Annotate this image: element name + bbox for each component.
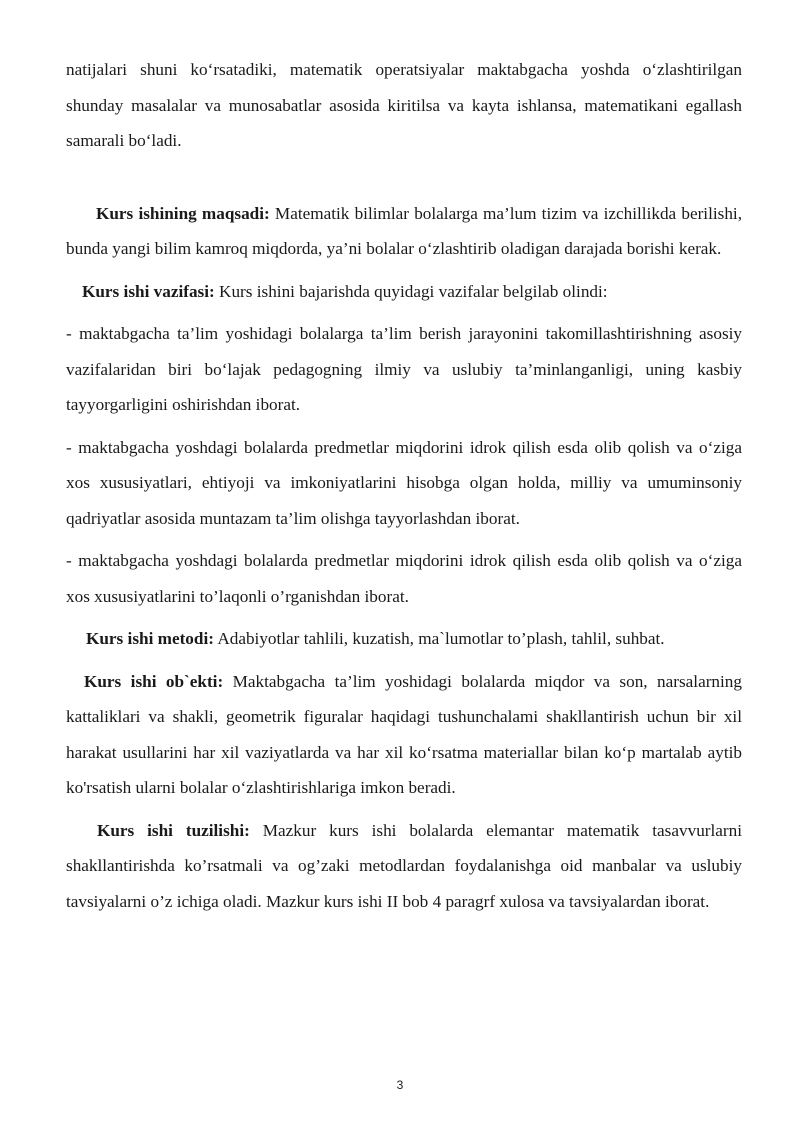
object-heading: Kurs ishi ob`ekti:: [84, 671, 224, 691]
structure-text: Mazkur kurs ishi bolalarda elemantar matematik tasavvurlarni shakllantirishda ko’rsatmali va og’zaki metodlardan foydalanishga oid manbalar va uslubiy tavsiyalarni o’z ichiga oladi. Mazkur kurs ishi II bob 4 paragrf xulosa va tavsiyalardan iborat.: [66, 820, 743, 911]
method-paragraph: [66, 621, 742, 657]
task-item-1: - maktabgacha ta’lim yoshidagi bolalarga ta’lim berish jarayonini takomillashtirishning asosiy vazifalaridan biri bo‘lajak pedagogning ilmiy va uslubiy ta’minlanganligi, uning kasbiy tayyorgarligini oshirishdan iborat.: [66, 324, 742, 414]
method-heading: Kurs ishi metodi:: [86, 629, 214, 648]
page-body: [66, 52, 742, 919]
structure-paragraph: [66, 813, 742, 920]
tasks-heading: Kurs ishi vazifasi:: [82, 281, 215, 301]
object-paragraph: [66, 664, 742, 806]
page-number: 3: [396, 1078, 404, 1092]
method-text: Adabiyotlar tahlili, kuzatish, ma`lumotlar to’plash, tahlil, suhbat.: [213, 629, 665, 648]
structure-heading: Kurs ishi tuzilishi:: [97, 820, 250, 840]
object-text: Maktabgacha ta’lim yoshidagi bolalarda miqdor va son, narsalarning kattaliklari va shakli, geometrik figuralar haqidagi tushunchalami shakllantirish uchun bir xil harakat usullarini har xil vaziyatlarda va har xil ko‘rsatma materiallar bilan ko‘p martalab aytib ko'rsatish ularni bolalar o‘zlashtirishlariga imkon beradi.: [66, 671, 742, 797]
goal-heading: Kurs ishining maqsadi:: [96, 203, 270, 223]
tasks-text: Kurs ishini bajarishda quyidagi vazifalar belgilab olindi:: [214, 281, 608, 301]
tasks-paragraph: [66, 274, 742, 310]
intro-paragraph: natijalari shuni ko‘rsatadiki, matematik operatsiyalar maktabgacha yoshda o‘zlashtirilgan shunday masalalar va munosabatlar asosida kiritilsa va kayta ishlansa, matematikani egallash samarali bo‘ladi.: [66, 60, 742, 150]
task-item-3: - maktabgacha yoshdagi bolalarda predmetlar miqdorini idrok qilish esda olib qolish va o‘ziga xos xususiyatlarini to’laqonli o’rganishdan iborat.: [66, 551, 742, 606]
task-item-2: - maktabgacha yoshdagi bolalarda predmetlar miqdorini idrok qilish esda olib qolish va o‘ziga xos xususiyatlari, ehtiyoji va imkoniyatlarini hisobga olgan holda, milliy va umuminsoniy qadriyatlar asosida muntazam ta’lim olishga tayyorlashdan iborat.: [66, 437, 742, 528]
goal-paragraph: [66, 196, 742, 267]
goal-text: Matematik bilimlar bolalarga ma’lum tizim va izchillikda berilishi, bunda yangi bilim kamroq miqdorda, ya’ni bolalar o‘zlashtirib oladigan darajada borishi kerak.: [66, 203, 742, 258]
